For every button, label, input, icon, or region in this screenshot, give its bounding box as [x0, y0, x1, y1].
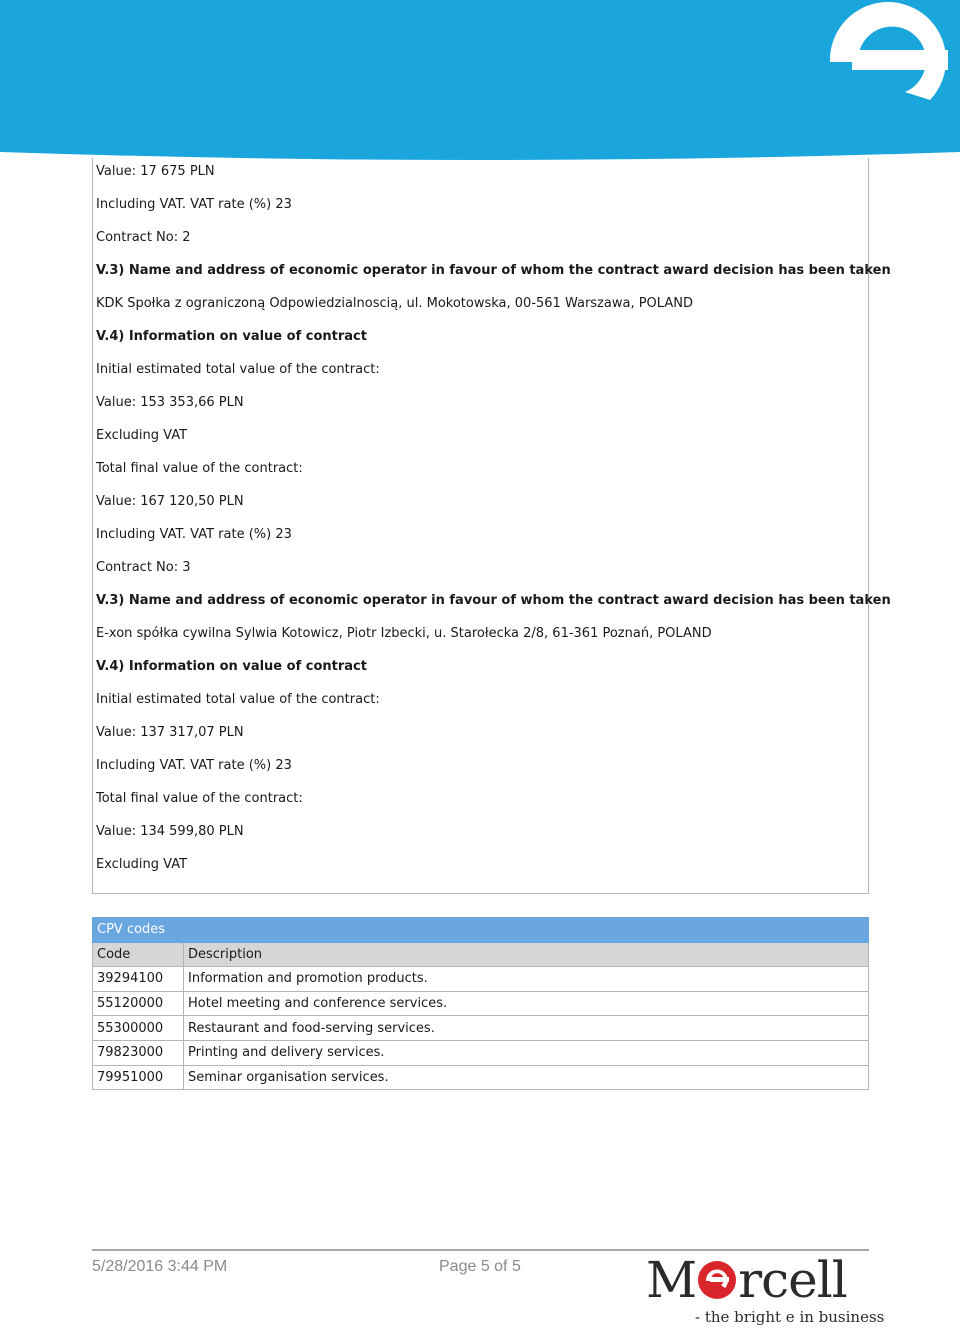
cpv-row — [93, 1065, 869, 1090]
cpv-code-cell: 55300000 — [93, 1016, 184, 1041]
detail-line: KDK Społka z ograniczoną Odpowiedzialnoscią, ul. Mokotowska, 00-561 Warszawa, POLAND — [96, 296, 693, 311]
section-heading: V.4) Information on value of contract — [96, 329, 367, 344]
section-heading: V.3) Name and address of economic operator in favour of whom the contract award decision has been taken — [96, 593, 891, 608]
cpv-description-cell: Information and promotion products. — [184, 967, 869, 992]
cpv-row — [93, 1016, 869, 1041]
logo-red-e-icon — [697, 1260, 737, 1300]
detail-line: Contract No: 2 — [96, 230, 191, 245]
cpv-row — [93, 1040, 869, 1065]
cpv-code-cell: 39294100 — [93, 967, 184, 992]
cpv-code-cell: 79823000 — [93, 1040, 184, 1065]
detail-line: Excluding VAT — [96, 428, 188, 443]
cpv-row — [93, 991, 869, 1016]
cpv-header-row — [93, 942, 869, 967]
detail-line: Value: 134 599,80 PLN — [96, 824, 244, 839]
detail-line: Including VAT. VAT rate (%) 23 — [96, 197, 292, 212]
detail-line: Including VAT. VAT rate (%) 23 — [96, 527, 292, 542]
logo-tagline: - the bright e in business — [695, 1308, 885, 1326]
footer-date: 5/28/2016 3:44 PM — [92, 1258, 228, 1275]
header-band — [0, 0, 960, 165]
logo-wordmark — [646, 1252, 847, 1308]
cpv-description-cell: Restaurant and food-serving services. — [184, 1016, 869, 1041]
detail-line: Contract No: 3 — [96, 560, 191, 575]
header-band-graphic — [0, 0, 960, 165]
cpv-code-header: Code — [93, 942, 184, 967]
detail-line: Value: 137 317,07 PLN — [96, 725, 244, 740]
detail-line: E-xon spółka cywilna Sylwia Kotowicz, Piotr Izbecki, u. Starołecka 2/8, 61-361 Poznań, POLAND — [96, 626, 712, 641]
detail-line: Including VAT. VAT rate (%) 23 — [96, 758, 292, 773]
cpv-description-cell: Seminar organisation services. — [184, 1065, 869, 1090]
cpv-code-cell: 79951000 — [93, 1065, 184, 1090]
marcell-logo — [640, 1251, 885, 1329]
cpv-code-cell: 55120000 — [93, 991, 184, 1016]
cpv-description-cell: Hotel meeting and conference services. — [184, 991, 869, 1016]
cpv-table-title: CPV codes — [93, 918, 869, 943]
cpv-row — [93, 967, 869, 992]
cpv-description-cell: Printing and delivery services. — [184, 1040, 869, 1065]
detail-line: Total final value of the contract: — [96, 461, 303, 476]
detail-line: Value: 153 353,66 PLN — [96, 395, 244, 410]
cpv-title-row — [93, 918, 869, 943]
detail-line: Total final value of the contract: — [96, 791, 303, 806]
detail-line: Initial estimated total value of the contract: — [96, 362, 380, 377]
cpv-description-header: Description — [184, 942, 869, 967]
detail-line: Value: 167 120,50 PLN — [96, 494, 244, 509]
footer-page-number: Page 5 of 5 — [439, 1258, 521, 1275]
detail-line: Excluding VAT — [96, 857, 188, 872]
detail-line: Initial estimated total value of the contract: — [96, 692, 380, 707]
section-heading: V.4) Information on value of contract — [96, 659, 367, 674]
logo-word-start: M — [646, 1251, 697, 1309]
cpv-codes-table — [92, 917, 869, 1090]
logo-word-end: rcell — [738, 1251, 847, 1309]
section-heading: V.3) Name and address of economic operator in favour of whom the contract award decision has been taken — [96, 263, 891, 278]
detail-line: Value: 17 675 PLN — [96, 164, 215, 179]
